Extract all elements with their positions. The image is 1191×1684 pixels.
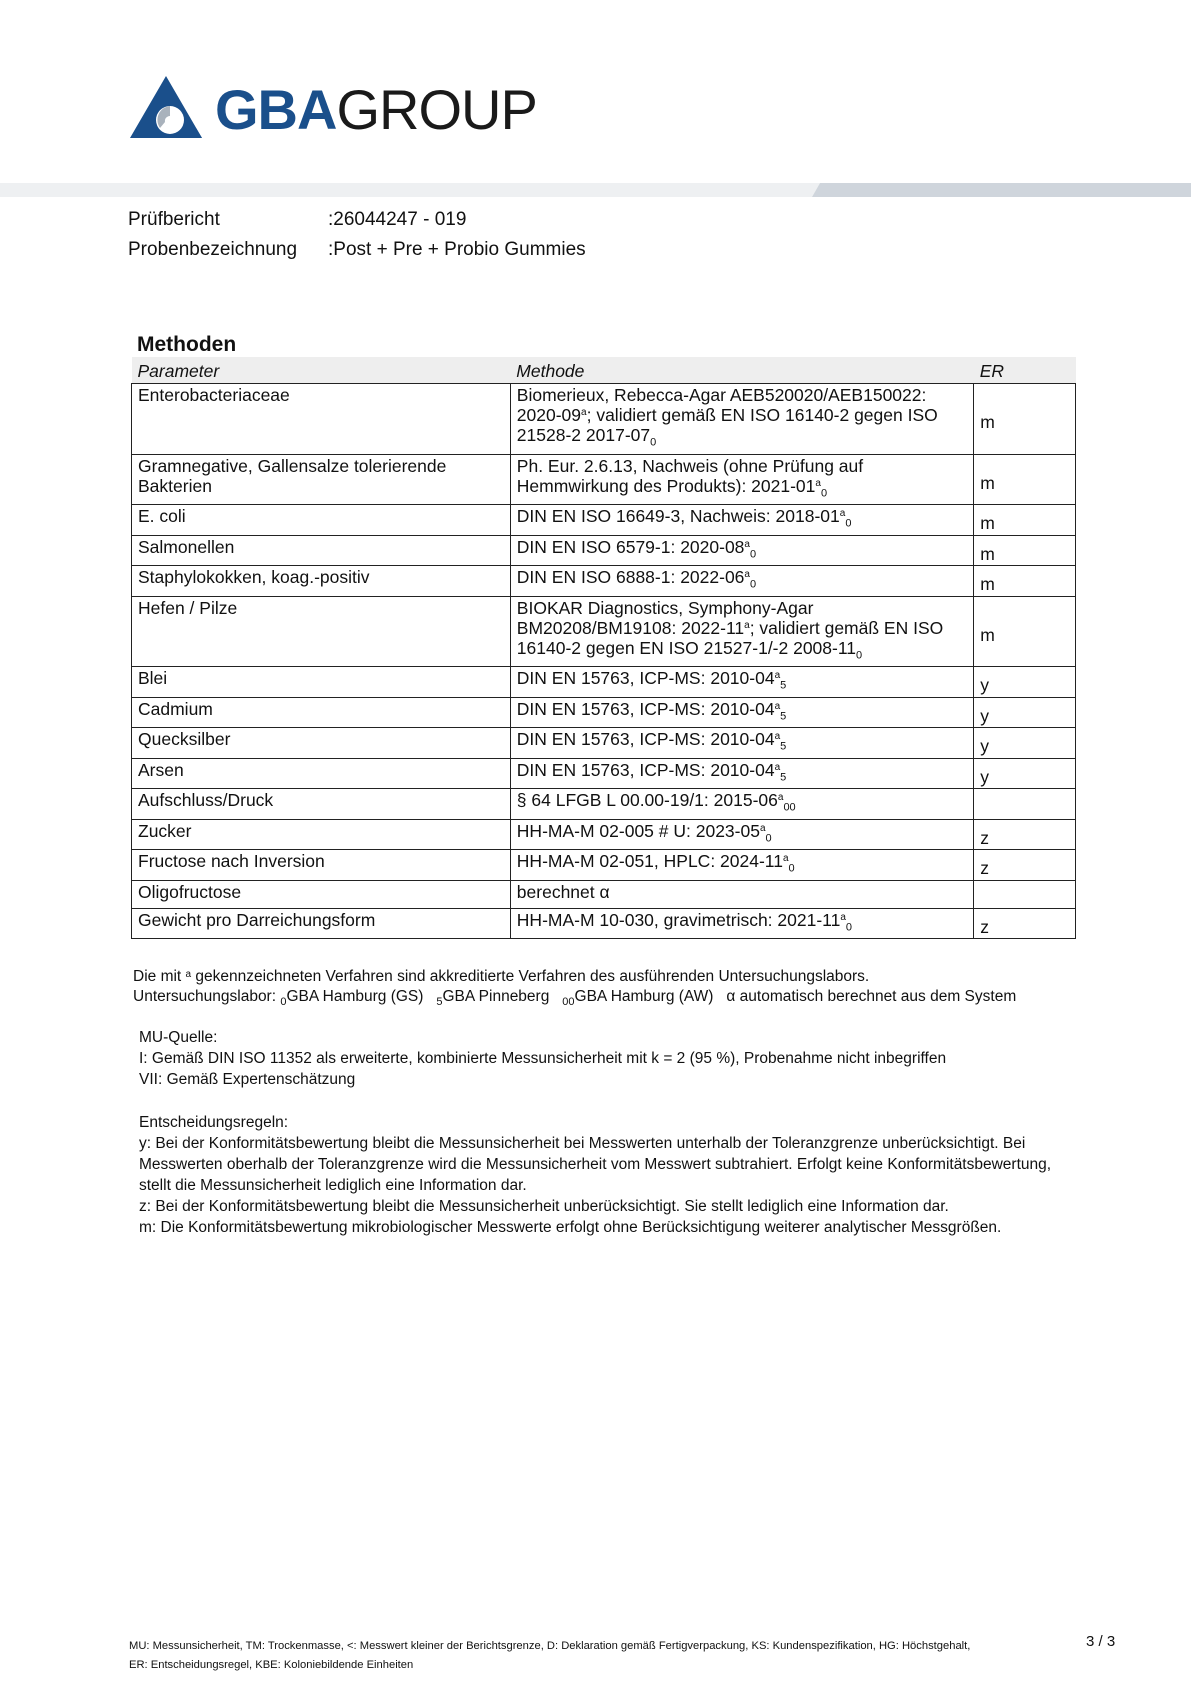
lab-marker: 5 <box>780 710 787 722</box>
parameter-cell: Fructose nach Inversion <box>132 850 511 881</box>
footer-line-1: MU: Messunsicherheit, TM: Trockenmasse, <: Messwert kleiner der Berichtsgrenze, D: Deklaration gemäß Fertigverpackung, KS: Kundenspezifikation, HG: Höchstgehalt, <box>129 1640 971 1652</box>
table-row <box>132 667 1076 698</box>
footer-abbreviations <box>129 1637 1009 1675</box>
accreditation-marker: a <box>774 700 781 712</box>
accreditation-marker: a <box>815 477 821 489</box>
page-number: 3 / 3 <box>1086 1633 1116 1650</box>
parameter-cell: Zucker <box>132 819 511 850</box>
er-cell: y <box>974 728 1076 759</box>
lab-marker: 0 <box>820 487 828 499</box>
company-logo <box>215 78 537 142</box>
accreditation-note-post: gekennzeichneten Verfahren sind akkreditierte Verfahren des ausführenden Untersuchungslabors. <box>191 968 870 985</box>
table-row <box>132 789 1076 820</box>
accreditation-note-sup: a <box>185 969 192 980</box>
methode-text: Ph. Eur. 2.6.13, Nachweis (ohne Prüfung auf Hemmwirkung des Produkts): 2021-01 <box>516 455 864 496</box>
methode-cell <box>510 454 973 505</box>
logo-text-group: GROUP <box>336 78 537 141</box>
alpha-note: α automatisch berechnet aus dem System <box>726 988 1017 1005</box>
header-parameter: Parameter <box>132 357 511 384</box>
methode-cell <box>510 758 973 789</box>
lab-marker: 0 <box>650 436 657 449</box>
lab-marker: 5 <box>780 679 787 692</box>
accreditation-marker: a <box>759 822 766 834</box>
accreditation-marker: a <box>774 670 781 681</box>
er-cell <box>974 789 1076 820</box>
methode-cell <box>510 384 973 455</box>
table-row <box>132 697 1076 728</box>
methode-cell <box>510 505 973 536</box>
probenbezeichnung-value: :Post + Pre + Probio Gummies <box>328 239 586 260</box>
methode-text: Biomerieux, Rebecca-Agar AEB520020/AEB150022: 2020-09 <box>516 385 927 425</box>
parameter-cell: Quecksilber <box>132 728 511 759</box>
rule-y: y: Bei der Konformitätsbewertung bleibt die Messunsicherheit bei Messwerten unterhalb der Toleranzgrenze unberücksichtigt. Bei Messwerten oberhalb der Toleranzgrenze wird die Messunsicherheit vom Messwert subtrahiert. Erfolgt keine Konformitätsbewertung, stellt die Messunsicherheit lediglich eine Information dar. <box>139 1135 1052 1194</box>
methode-text: DIN EN 15763, ICP-MS: 2010-04 <box>516 698 775 719</box>
accreditation-marker: a <box>581 407 587 418</box>
parameter-cell: Blei <box>132 667 511 698</box>
table-row <box>132 535 1076 566</box>
parameter-cell: Cadmium <box>132 697 511 728</box>
table-row <box>132 596 1076 667</box>
rules-section <box>139 1112 1079 1238</box>
er-cell: m <box>974 454 1076 505</box>
er-cell: m <box>974 505 1076 536</box>
lab-name: GBA Hamburg (GS) <box>286 988 424 1005</box>
accreditation-marker: a <box>839 508 846 519</box>
methode-cell <box>510 789 973 820</box>
accreditation-note <box>133 967 869 987</box>
lab-code: 5 <box>436 996 443 1009</box>
methode-cell <box>510 596 973 667</box>
methode-cell <box>510 728 973 759</box>
methods-title: Methoden <box>137 333 237 356</box>
table-row <box>132 566 1076 597</box>
lab-code: 00 <box>562 996 575 1009</box>
accreditation-marker: a <box>744 619 750 631</box>
lab-marker: 0 <box>749 578 757 591</box>
table-row <box>132 819 1076 850</box>
parameter-cell: Enterobacteriaceae <box>132 384 511 455</box>
accreditation-marker: a <box>744 538 750 550</box>
methode-cell <box>510 908 973 939</box>
methods-table-body <box>132 384 1076 939</box>
table-row <box>132 758 1076 789</box>
mu-line-1: I: Gemäß DIN ISO 11352 als erweiterte, kombinierte Messunsicherheit mit k = 2 (95 %), Probenahme nicht inbegriffen <box>139 1050 947 1067</box>
methode-text: DIN EN ISO 6579-1: 2020-08 <box>516 536 745 557</box>
er-cell: m <box>974 535 1076 566</box>
parameter-cell: Aufschluss/Druck <box>132 789 511 820</box>
lab-marker: 5 <box>780 740 787 753</box>
mu-line-2: VII: Gemäß Expertenschätzung <box>139 1071 356 1088</box>
accreditation-marker: a <box>777 792 784 803</box>
er-cell: y <box>974 697 1076 728</box>
table-row <box>132 850 1076 881</box>
methode-text-ext: ; validiert gemäß EN ISO 16140-2 gegen ISO 21528-2 2017-07 <box>516 405 938 445</box>
parameter-cell: Hefen / Pilze <box>132 596 511 667</box>
er-cell: z <box>974 908 1076 939</box>
er-cell: y <box>974 758 1076 789</box>
accreditation-marker: a <box>782 853 789 864</box>
table-row <box>132 505 1076 536</box>
table-row <box>132 908 1076 939</box>
methode-text: DIN EN ISO 16649-3, Nachweis: 2018-01 <box>516 506 840 526</box>
logo-text-gba: GBA <box>215 78 337 141</box>
methode-cell <box>510 880 973 908</box>
parameter-cell: Arsen <box>132 758 511 789</box>
lab-marker: 0 <box>856 649 863 661</box>
methods-table <box>131 357 1076 939</box>
table-row <box>132 728 1076 759</box>
table-row <box>132 454 1076 505</box>
accreditation-marker: a <box>774 731 781 742</box>
rules-title: Entscheidungsregeln: <box>139 1114 289 1131</box>
er-cell: m <box>974 566 1076 597</box>
pruefbericht-value: :26044247 - 019 <box>328 209 467 230</box>
parameter-cell: Oligofructose <box>132 880 511 908</box>
footer-line-2: ER: Entscheidungsregel, KBE: Koloniebildende Einheiten <box>129 1659 414 1671</box>
parameter-cell: Gramnegative, Gallensalze tolerierende Bakterien <box>132 454 511 505</box>
lab-marker: 0 <box>765 832 772 844</box>
header-methode: Methode <box>510 357 973 384</box>
lab-marker: 5 <box>780 771 787 783</box>
methode-cell <box>510 819 973 850</box>
header-er: ER <box>974 357 1076 384</box>
lab-marker: 0 <box>788 862 795 875</box>
mu-title: MU-Quelle: <box>139 1029 218 1046</box>
parameter-cell: Salmonellen <box>132 535 511 566</box>
methode-cell <box>510 667 973 698</box>
table-row <box>132 880 1076 908</box>
methode-text: § 64 LFGB L 00.00-19/1: 2015-06 <box>516 790 778 810</box>
rule-m: m: Die Konformitätsbewertung mikrobiologischer Messwerte erfolgt ohne Berücksichtigung weiterer analytischer Messgrößen. <box>139 1219 1002 1236</box>
er-cell: m <box>974 384 1076 455</box>
probenbezeichnung-label: Probenbezeichnung <box>128 239 298 260</box>
accreditation-marker: a <box>744 569 750 580</box>
methode-text: DIN EN ISO 6888-1: 2022-06 <box>516 567 745 587</box>
mu-section <box>139 1027 1079 1090</box>
methode-text-ext: ; validiert gemäß EN ISO 16140-2 gegen EN ISO 21527-1/-2 2008-11 <box>516 617 944 658</box>
methode-text: HH-MA-M 10-030, gravimetrisch: 2021-11 <box>516 909 841 930</box>
methode-text: berechnet α <box>516 881 610 902</box>
lab-marker: 0 <box>845 921 853 933</box>
lab-label: Untersuchungslabor: <box>133 988 281 1005</box>
lab-name: GBA Pinneberg <box>442 988 550 1005</box>
lab-marker: 0 <box>845 517 852 530</box>
methode-text: DIN EN 15763, ICP-MS: 2010-04 <box>516 759 775 780</box>
parameter-cell: Staphylokokken, koag.-positiv <box>132 566 511 597</box>
er-cell <box>974 880 1076 908</box>
parameter-cell: Gewicht pro Darreichungsform <box>132 908 511 939</box>
accreditation-marker: a <box>840 911 846 923</box>
er-cell: z <box>974 819 1076 850</box>
methode-cell <box>510 566 973 597</box>
lab-marker: 0 <box>749 548 757 560</box>
er-cell: z <box>974 850 1076 881</box>
methode-cell <box>510 850 973 881</box>
methode-text: HH-MA-M 02-051, HPLC: 2024-11 <box>516 851 783 871</box>
methode-cell <box>510 535 973 566</box>
rule-z: z: Bei der Konformitätsbewertung bleibt die Messunsicherheit unberücksichtigt. Sie stellt lediglich eine Information dar. <box>139 1198 949 1215</box>
methode-text: DIN EN 15763, ICP-MS: 2010-04 <box>516 668 775 688</box>
pruefbericht-label: Prüfbericht <box>128 209 220 230</box>
lab-name: GBA Hamburg (AW) <box>574 988 714 1005</box>
lab-note <box>133 987 1016 1012</box>
header-band <box>0 183 1191 197</box>
lab-code: 0 <box>280 996 287 1009</box>
table-row <box>132 384 1076 455</box>
parameter-cell: E. coli <box>132 505 511 536</box>
gba-logo-mark-icon <box>130 76 202 138</box>
er-cell: m <box>974 596 1076 667</box>
table-header-row <box>132 357 1076 384</box>
accreditation-note-pre: Die mit <box>133 968 186 985</box>
methode-text: BIOKAR Diagnostics, Symphony-Agar BM20208/BM19108: 2022-11 <box>516 597 814 638</box>
er-cell: y <box>974 667 1076 698</box>
methode-text: HH-MA-M 02-005 # U: 2023-05 <box>516 820 760 841</box>
lab-marker: 00 <box>783 801 796 814</box>
methode-cell <box>510 697 973 728</box>
accreditation-marker: a <box>774 761 781 773</box>
methode-text: DIN EN 15763, ICP-MS: 2010-04 <box>516 729 775 749</box>
